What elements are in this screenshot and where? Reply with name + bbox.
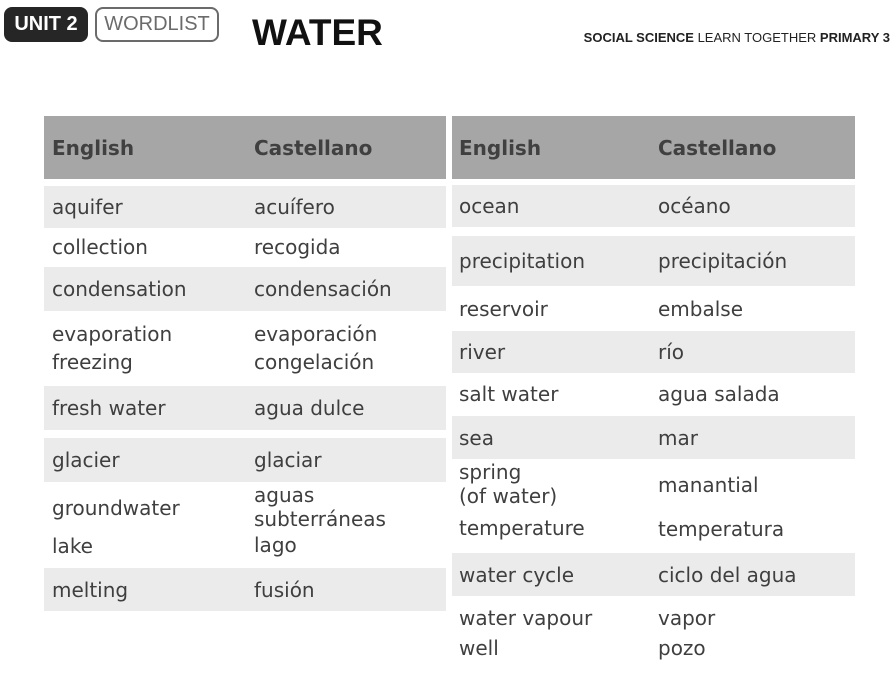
castellano-term: agua dulce <box>254 396 365 420</box>
english-term: groundwater <box>52 496 180 520</box>
table-row <box>44 186 446 228</box>
english-term: temperature <box>459 516 585 540</box>
english-term: aquifer <box>52 195 123 219</box>
english-term: fresh water <box>52 396 166 420</box>
english-term: river <box>459 340 506 364</box>
english-term: (of water) <box>459 484 558 508</box>
english-term: water vapour <box>459 606 593 630</box>
column-header-castellano: Castellano <box>658 135 777 160</box>
table-row <box>452 375 855 413</box>
castellano-term: ciclo del agua <box>658 562 797 587</box>
table-row <box>44 267 446 311</box>
table-row <box>452 604 855 666</box>
castellano-term: condensación <box>254 277 392 301</box>
english-term: collection <box>52 235 148 259</box>
castellano-term: embalse <box>658 297 744 321</box>
unit-badge: UNIT 2 <box>4 7 88 42</box>
english-term: reservoir <box>459 297 548 321</box>
table-row <box>452 185 855 227</box>
english-term: water cycle <box>459 562 575 587</box>
table-row <box>44 317 446 379</box>
english-term: evaporation <box>52 322 173 346</box>
castellano-term: vapor <box>658 606 716 630</box>
castellano-term: subterráneas <box>254 507 386 531</box>
english-term: spring <box>459 460 522 484</box>
castellano-term: precipitación <box>658 249 788 273</box>
castellano-term: mar <box>658 425 698 450</box>
english-term: condensation <box>52 277 187 301</box>
column-header-english: English <box>459 135 542 160</box>
table-row <box>452 460 855 548</box>
wordlist-badge: WORDLIST <box>95 7 219 42</box>
castellano-term: agua salada <box>658 382 780 406</box>
castellano-term: océano <box>658 194 731 218</box>
series-name: LEARN TOGETHER <box>697 30 817 45</box>
castellano-term: manantial <box>658 473 759 497</box>
table-row <box>452 290 855 328</box>
castellano-term: lago <box>254 533 297 557</box>
table-row <box>44 483 446 563</box>
english-term: glacier <box>52 448 120 472</box>
castellano-term: evaporación <box>254 322 378 346</box>
column-header-english: English <box>52 135 135 160</box>
castellano-term: fusión <box>254 577 315 602</box>
level-label: PRIMARY 3 <box>819 30 890 45</box>
english-term: melting <box>52 577 129 602</box>
castellano-term: pozo <box>658 636 706 660</box>
table-row <box>44 568 446 611</box>
table-header <box>44 116 446 179</box>
castellano-term: congelación <box>254 350 375 374</box>
table-row <box>452 416 855 459</box>
castellano-term: acuífero <box>254 195 335 219</box>
english-term: sea <box>459 425 494 450</box>
table-row <box>44 438 446 482</box>
english-term: precipitation <box>459 249 585 273</box>
english-term: well <box>459 636 499 660</box>
table-row <box>44 386 446 430</box>
english-term: freezing <box>52 350 133 374</box>
table-row <box>44 229 446 265</box>
castellano-term: río <box>658 340 685 364</box>
page-title: WATER <box>252 12 383 53</box>
series-label <box>584 30 890 45</box>
table-row <box>452 236 855 286</box>
table-row <box>452 331 855 373</box>
castellano-term: aguas <box>254 483 315 507</box>
english-term: ocean <box>459 194 520 218</box>
castellano-term: temperatura <box>658 517 785 541</box>
table-header <box>452 116 855 179</box>
castellano-term: recogida <box>254 235 341 259</box>
english-term: salt water <box>459 382 559 406</box>
english-term: lake <box>52 534 93 558</box>
subject-label: SOCIAL SCIENCE <box>583 30 694 45</box>
castellano-term: glaciar <box>254 448 322 472</box>
table-row <box>452 553 855 596</box>
column-header-castellano: Castellano <box>254 135 373 160</box>
